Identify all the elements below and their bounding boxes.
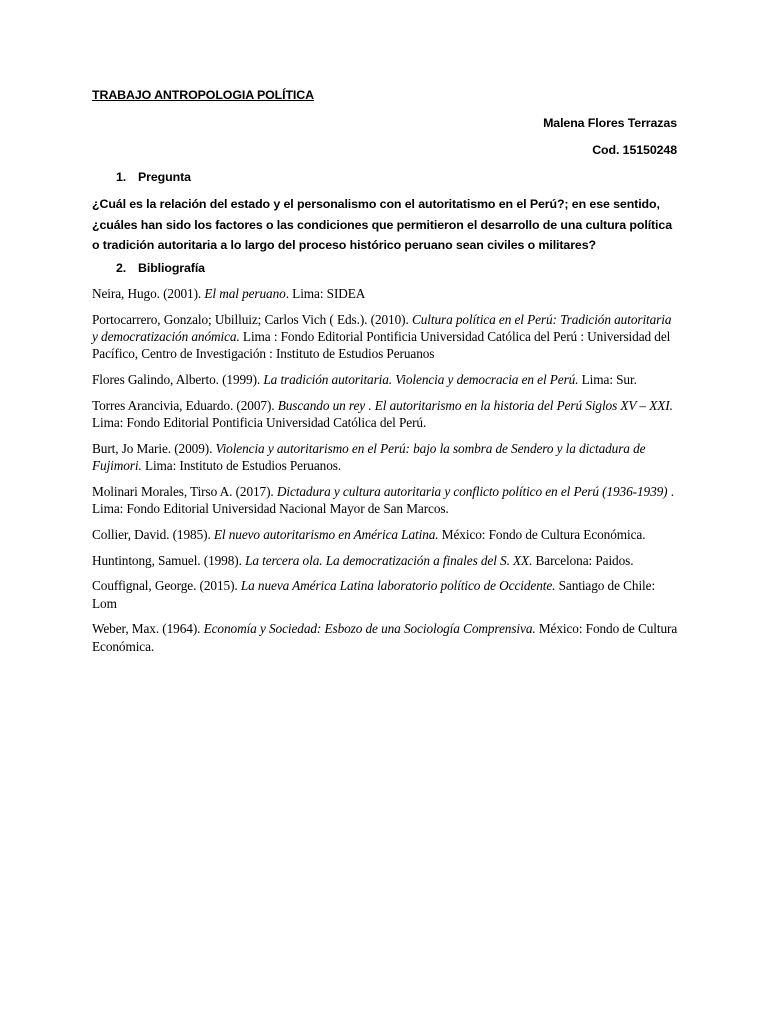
entry-publisher: Lima : Fondo Editorial Pontificia Universidad Católica del Perú : Universidad del Pacífico, Centro de Investigación : Instituto de Estudios Peruanos xyxy=(92,329,671,362)
section-number: 1. xyxy=(116,170,127,184)
bibliography-entry xyxy=(92,397,678,431)
bibliography-entry xyxy=(92,552,678,569)
document-title: TRABAJO ANTROPOLOGIA POLÍTICA xyxy=(92,88,314,102)
entry-title: Economía y Sociedad: Esbozo de una Sociología Comprensiva. xyxy=(203,621,536,637)
entry-publisher: . Lima: Fondo Editorial Universidad Nacional Mayor de San Marcos. xyxy=(92,483,674,516)
bibliography-entry xyxy=(92,526,678,543)
entry-publisher: Santiago de Chile: Lom xyxy=(92,578,656,611)
bibliography-entry xyxy=(92,577,678,611)
bibliography-list xyxy=(92,285,678,663)
research-question: ¿Cuál es la relación del estado y el personalismo con el autoritatismo en el Perú?; en ese sentido, ¿cuáles han sido los factores o las condiciones que permitieron el desarrollo de una cultura política o tradición autoritaria a lo largo del proceso histórico peruano sean civiles o militares? xyxy=(92,197,672,252)
section-title: Pregunta xyxy=(138,170,191,184)
section-heading-bibliografia xyxy=(116,258,205,279)
bibliography-entry xyxy=(92,371,678,388)
entry-author-year: Huntintong, Samuel. (1998). xyxy=(92,552,246,568)
bibliography-entry xyxy=(92,285,678,302)
entry-publisher: Lima: Fondo Editorial Pontificia Universidad Católica del Perú. xyxy=(92,415,427,430)
entry-author-year: Burt, Jo Marie. (2009). xyxy=(92,440,216,456)
entry-title: La tercera ola. La democratización a finales del S. XX. xyxy=(245,552,533,568)
entry-title: Dictadura y cultura autoritaria y conflicto político en el Perú (1936-1939) xyxy=(276,483,668,499)
entry-author-year: Torres Arancivia, Eduardo. (2007). xyxy=(92,397,278,413)
entry-author-year: Portocarrero, Gonzalo; Ubilluiz; Carlos Vich ( Eds.). (2010). xyxy=(92,311,412,327)
entry-publisher: México: Fondo de Cultura Económica. xyxy=(92,621,678,654)
entry-publisher: . Lima: SIDEA xyxy=(285,286,366,301)
student-code: Cod. 15150248 xyxy=(592,143,677,157)
entry-title: Cultura política en el Perú: Tradición autoritaria y democratización anómica. xyxy=(92,311,672,344)
bibliography-entry xyxy=(92,620,678,654)
entry-author-year: Neira, Hugo. (2001). xyxy=(92,286,205,301)
entry-author-year: Flores Galindo, Alberto. (1999). xyxy=(92,372,264,387)
entry-title: El nuevo autoritarismo en América Latina. xyxy=(213,526,439,542)
entry-publisher: Lima: Sur. xyxy=(578,372,637,387)
entry-title: La nueva América Latina laboratorio político de Occidente. xyxy=(240,578,556,594)
section-heading-pregunta xyxy=(116,167,191,188)
entry-author-year: Weber, Max. (1964). xyxy=(92,621,204,637)
bibliography-entry xyxy=(92,311,678,363)
entry-title: Violencia y autoritarismo en el Perú: bajo la sombra de Sendero y la dictadura de Fujimori. xyxy=(92,440,646,473)
bibliography-entry xyxy=(92,483,678,517)
entry-author-year: Couffignal, George. (2015). xyxy=(92,578,241,594)
entry-author-year: Collier, David. (1985). xyxy=(92,526,214,542)
entry-title: El mal peruano xyxy=(204,286,286,301)
entry-publisher: Lima: Instituto de Estudios Peruanos. xyxy=(141,458,342,473)
entry-title: Buscando un rey . El autoritarismo en la historia del Perú Siglos XV – XXI. xyxy=(277,397,673,413)
bibliography-entry xyxy=(92,440,678,474)
section-number: 2. xyxy=(116,261,127,275)
entry-publisher: México: Fondo de Cultura Económica. xyxy=(438,526,646,542)
author-name: Malena Flores Terrazas xyxy=(543,116,677,130)
entry-author-year: Molinari Morales, Tirso A. (2017). xyxy=(92,483,277,499)
section-title: Bibliografía xyxy=(138,261,205,275)
entry-publisher: Barcelona: Paidos. xyxy=(532,552,634,568)
entry-title: La tradición autoritaria. Violencia y democracia en el Perú. xyxy=(263,372,579,387)
